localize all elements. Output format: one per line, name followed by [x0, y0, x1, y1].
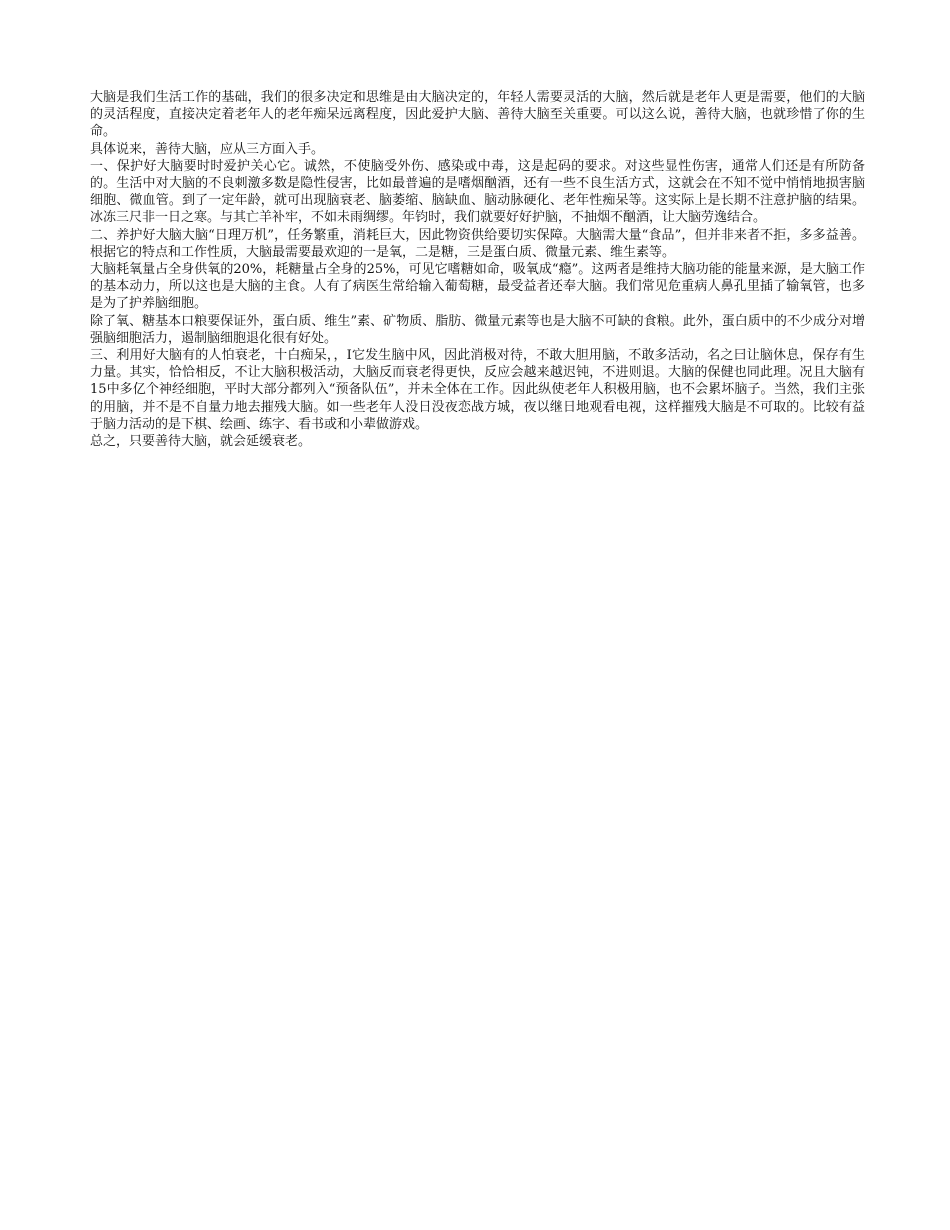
- section-three-paragraph: 三、利用好大脑有的人怕衰老，十白痴呆，，I它发生脑中风，因此消极对待，不敢大胆用脑，不敢多活动，名之曰让脑休息，保存有生力量。其实，恰恰相反，不让大脑积极活动，大脑反而衰老得更快，反应会越来越迟钝，不进则退。大脑的保健也同此理。况且大脑有15中多亿个神经细胞，平时大部分都列入“预备队伍”，并未全体在工作。因此纵使老年人积极用脑，也不会累坏脑子。当然，我们主张的用脑，并不是不自量力地去摧残大脑。如一些老年人没日没夜恋战方城，夜以继日地观看电视，这样摧残大脑是不可取的。比较有益于脑力活动的是下棋、绘画、练字、看书或和小辈做游戏。: [90, 348, 865, 432]
- oxygen-sugar-paragraph: 大脑耗氧量占全身供氧的20%，耗糖量占全身的25%，可见它嗜糖如命，吸氧成“瘾”。这两者是维持大脑功能的能量来源，是大脑工作的基本动力，所以这也是大脑的主食。人有了病医生常给输入葡萄糖，最受益者还奉大脑。我们常见危重病人鼻孔里插了输氧管，也多是为了护养脑细胞。: [90, 262, 865, 312]
- overview-paragraph: 具体说来，善待大脑，应从三方面入手。: [90, 141, 325, 157]
- conclusion-paragraph: 总之，只要善待大脑，就会延缓衰老。: [90, 434, 312, 450]
- document-body: [90, 89, 865, 450]
- intro-paragraph: 大脑是我们生活工作的基础，我们的很多决定和思维是由大脑决定的，年轻人需要灵活的大脑，然后就是老年人更是需要，他们的大脑的灵活程度，直接决定着老年人的老年痴呆远离程度，因此爱护大脑、善待大脑至关重要。可以这么说，善待大脑，也就珍惜了你的生命。: [90, 90, 865, 140]
- section-one-paragraph: 一、保护好大脑要时时爱护关心它。诚然，不使脑受外伤、感染或中毒，这是起码的要求。对这些显性伤害，通常人们还是有所防备的。生活中对大脑的不良刺激多数是隐性侵害，比如最普遍的是嗜烟酗酒，还有一些不良生活方式，这就会在不知不觉中悄悄地损害脑细胞、微血管。到了一定年龄，就可出现脑衰老、脑萎缩、脑缺血、脑动脉硬化、老年性痴呆等。这实际上是长期不注意护脑的结果。冰冻三尺非一日之寒。与其亡羊补牢，不如未雨绸缪。年钧时，我们就要好好护脑，不抽烟不酗酒，让大脑劳逸结合。: [90, 158, 865, 226]
- section-two-paragraph: 二、养护好大脑大脑“日理万机”，任务繁重，消耗巨大，因此物资供给要切实保障。大脑需大量“食品”，但并非来者不拒，多多益善。根据它的特点和工作性质，大脑最需要最欢迎的一是氧，二是糖，三是蛋白质、微量元素、维生素等。: [90, 227, 865, 260]
- nutrients-paragraph: 除了氧、糖基本口粮要保证外，蛋白质、维生”素、矿物质、脂肪、微量元素等也是大脑不可缺的食粮。此外，蛋白质中的不少成分对增强脑细胞活力，遏制脑细胞退化很有好处。: [90, 313, 865, 346]
